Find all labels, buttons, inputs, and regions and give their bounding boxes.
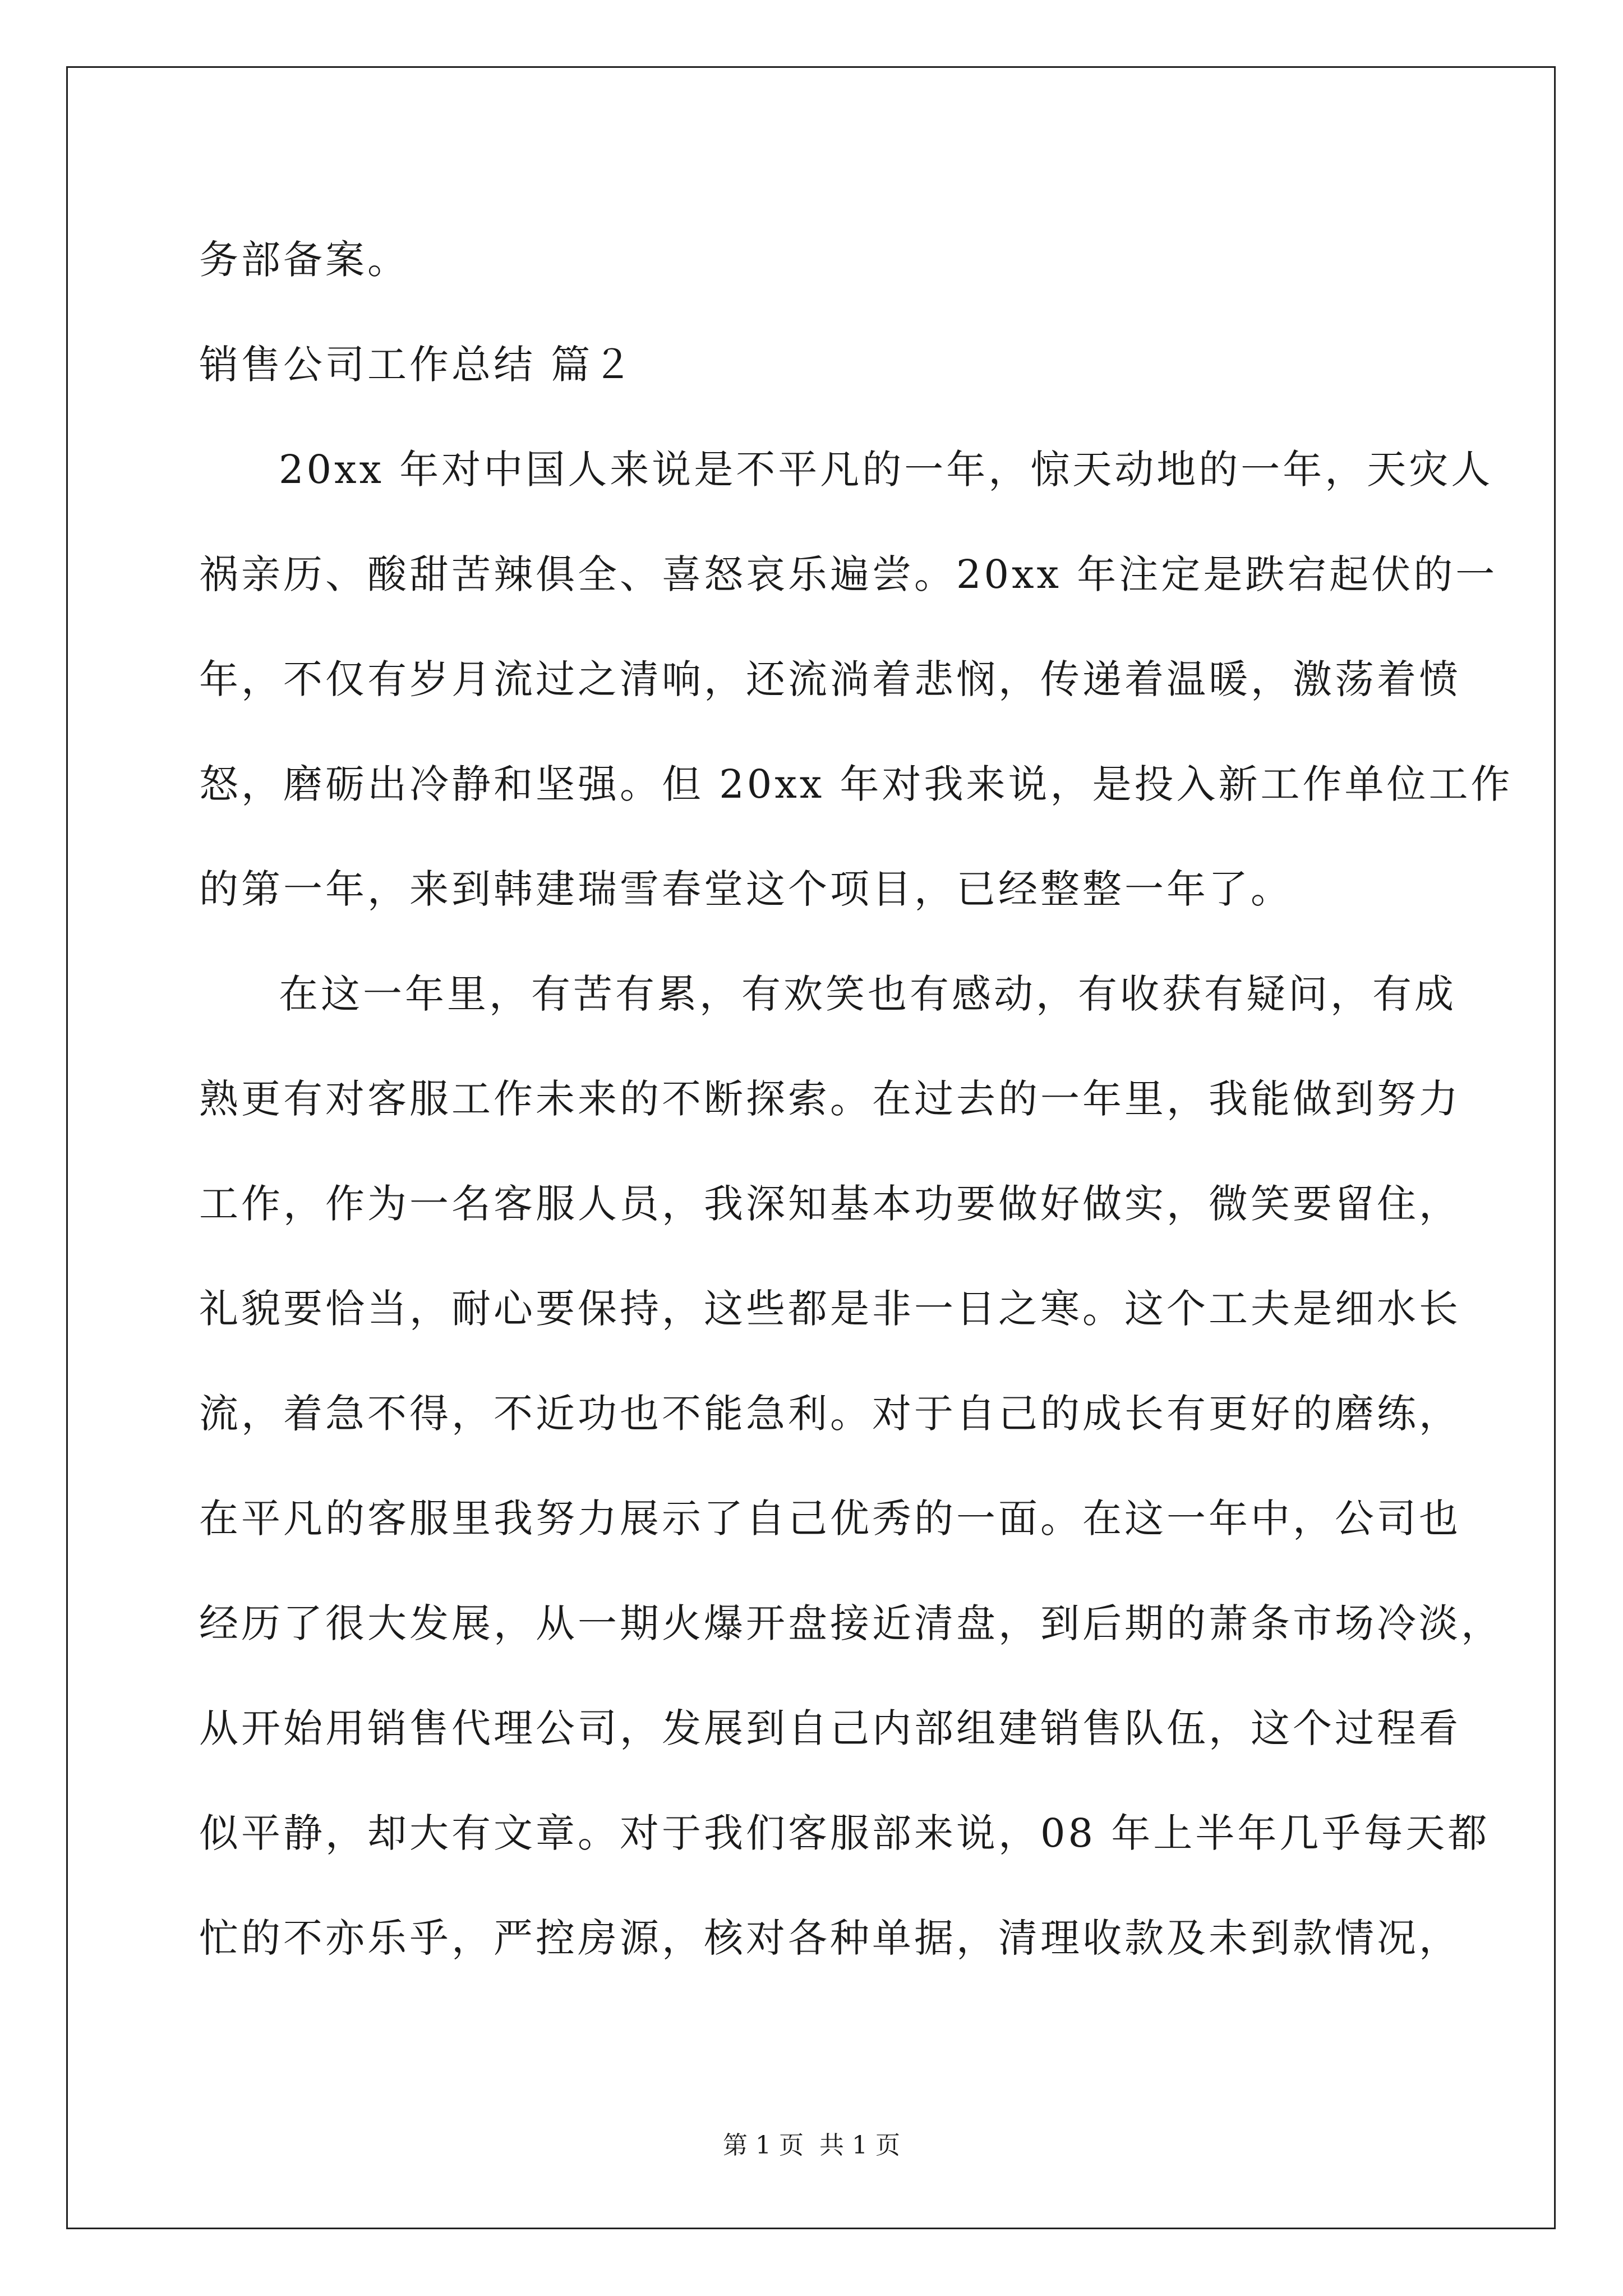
text-line: 流，着急不得，不近功也不能急利。对于自己的成长有更好的磨练， [199,1391,1461,1437]
text-line: 祸亲历、酸甜苦辣俱全、喜怒哀乐遍尝。20xx 年注定是跌宕起伏的一 [199,551,1498,597]
paragraph-start-line: 20xx 年对中国人来说是不平凡的一年，惊天动地的一年，天灾人 [279,447,1493,493]
text-line: 忙的不亦乐乎，严控房源，核对各种单据，清理收款及未到款情况， [199,1915,1461,1961]
text-line: 礼貌要恰当，耐心要保持，这些都是非一日之寒。这个工夫是细水长 [199,1286,1461,1332]
page-number: 第 1 页 [723,2131,804,2160]
text-line: 经历了很大发展，从一期火爆开盘接近清盘，到后期的萧条市场冷淡， [199,1600,1503,1646]
text-line: 怒，磨砺出冷静和坚强。但 20xx 年对我来说，是投入新工作单位工作 [199,761,1513,807]
text-line: 的第一年，来到韩建瑞雪春堂这个项目，已经整整一年了。 [199,866,1293,912]
text-line: 年，不仅有岁月流过之清响，还流淌着悲悯，传递着温暖，激荡着愤 [199,656,1461,702]
page-footer [0,2129,1623,2162]
paragraph-start-line: 在这一年里，有苦有累，有欢笑也有感动，有收获有疑问，有成 [279,971,1456,1017]
text-line: 从开始用销售代理公司，发展到自己内部组建销售队伍，这个过程看 [199,1705,1461,1751]
text-line: 工作，作为一名客服人员，我深知基本功要做好做实，微笑要留住， [199,1181,1461,1227]
text-line: 似平静，却大有文章。对于我们客服部来说，08 年上半年几乎每天都 [199,1810,1490,1856]
document-body [199,208,1513,1991]
text-line: 在平凡的客服里我努力展示了自己优秀的一面。在这一年中，公司也 [199,1496,1461,1542]
page-total: 共 1 页 [819,2131,900,2160]
text-line: 务部备案。 [199,237,409,283]
section-heading: 销售公司工作总结 篇２ [199,342,635,388]
text-line: 熟更有对客服工作未来的不断探索。在过去的一年里，我能做到努力 [199,1076,1461,1122]
